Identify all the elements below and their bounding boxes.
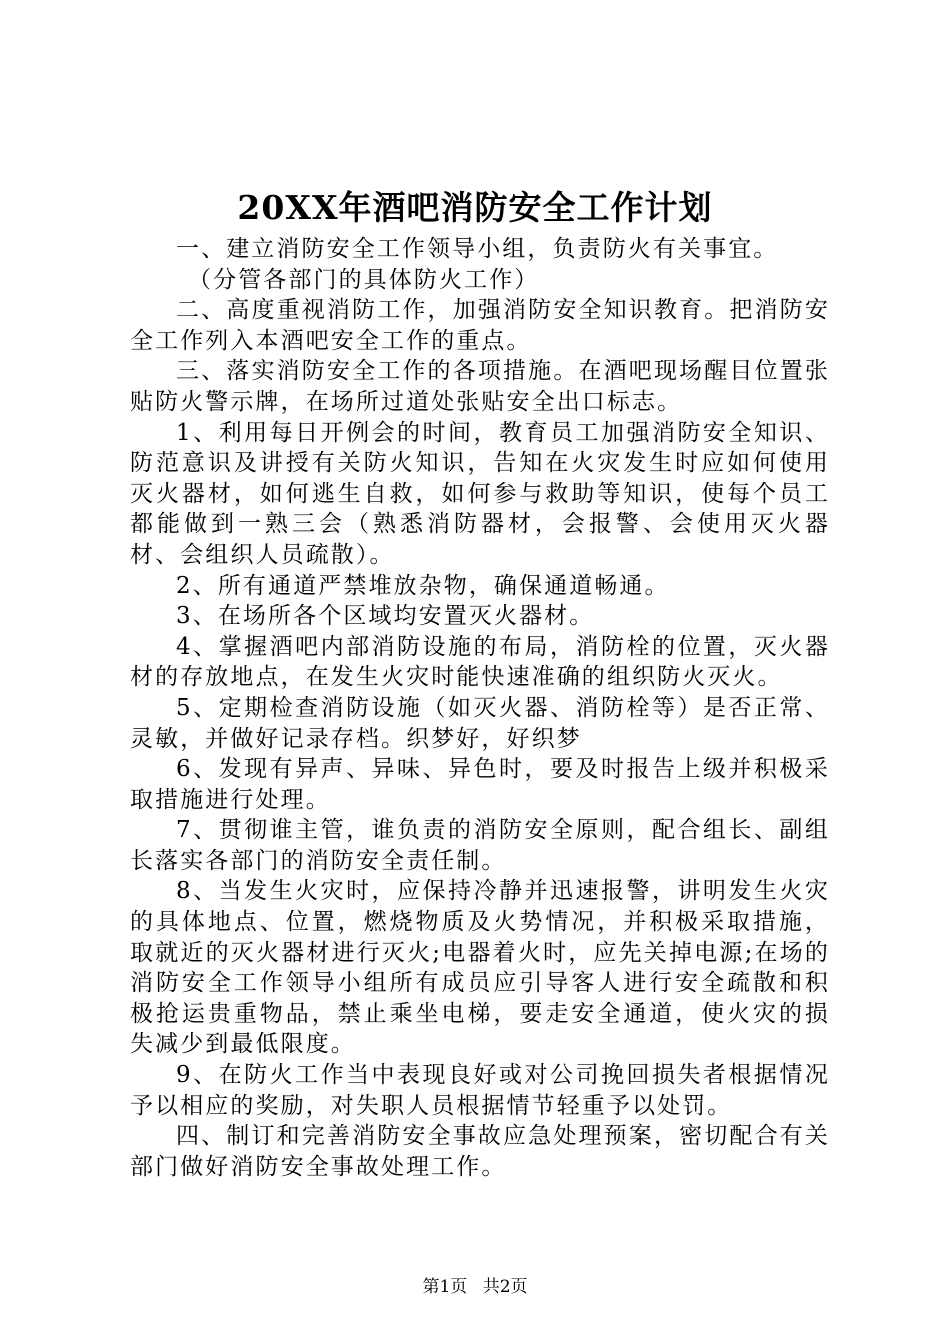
paragraph-section-1-note: （分管各部门的具体防火工作）	[188, 266, 540, 293]
page-number: 第1页	[422, 1277, 468, 1297]
paragraph-item-9: 9、在防火工作当中表现良好或对公司挽回损失者根据情况予以相应的奖励，对失职人员根据情节轻重予以处罚。	[130, 1062, 830, 1119]
paragraph-section-4: 四、制订和完善消防安全事故应急处理预案，密切配合有关部门做好消防安全事故处理工作。	[130, 1123, 830, 1180]
paragraph-item-7: 7、贯彻谁主管，谁负责的消防安全原则，配合组长、副组长落实各部门的消防安全责任制。	[130, 817, 830, 874]
document-title: 20XX年酒吧消防安全工作计划	[237, 188, 713, 227]
paragraph-section-1: 一、建立消防安全工作领导小组，负责防火有关事宜。	[176, 236, 779, 262]
page-footer	[0, 1275, 950, 1299]
document-body	[130, 234, 830, 1182]
paragraph-item-5: 5、定期检查消防设施（如灭火器、消防栓等）是否正常、灵敏，并做好记录存档。织梦好，好织梦	[130, 694, 830, 752]
paragraph-item-3: 3、在场所各个区域均安置灭火器材。	[176, 603, 595, 630]
paragraph-item-8: 8、当发生火灾时，应保持冷静并迅速报警，讲明发生火灾的具体地点、位置，燃烧物质及火势情况，并积极采取措施，取就近的灭火器材进行灭火;电器着火时，应先关掉电源;在场的消防安全工作领导小组所有成员应引导客人进行安全疏散和积极抢运贵重物品，禁止乘坐电梯，要走安全通道，使火灾的损失减少到最低限度。	[130, 878, 830, 1058]
paragraph-item-6: 6、发现有异声、异味、异色时，要及时报告上级并积极采取措施进行处理。	[130, 756, 830, 813]
paragraph-item-4: 4、掌握酒吧内部消防设施的布局，消防栓的位置，灭火器材的存放地点，在发生火灾时能快速准确的组织防火灭火。	[130, 633, 830, 691]
paragraph-section-2: 二、高度重视消防工作，加强消防安全知识教育。把消防安全工作列入本酒吧安全工作的重点。	[130, 297, 830, 354]
paragraph-item-2: 2、所有通道严禁堆放杂物，确保通道畅通。	[176, 572, 670, 599]
paragraph-item-1: 1、利用每日开例会的时间，教育员工加强消防安全知识、防范意识及讲授有关防火知识，告知在火灾发生时应如何使用灭火器材，如何逃生自救，如何参与救助等知识，使每个员工都能做到一熟三会（熟悉消防器材，会报警、会使用灭火器材、会组织人员疏散）。	[130, 419, 830, 568]
page-total: 共2页	[482, 1277, 528, 1297]
paragraph-section-3: 三、落实消防安全工作的各项措施。在酒吧现场醒目位置张贴防火警示牌，在场所过道处张贴安全出口标志。	[130, 358, 830, 415]
